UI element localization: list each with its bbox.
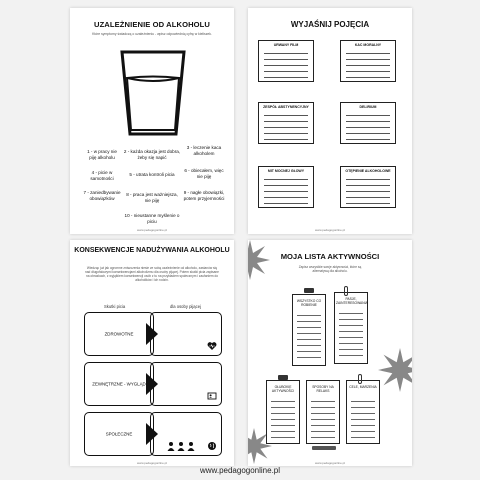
writing-line xyxy=(339,319,363,320)
writing-line xyxy=(271,407,295,408)
activity-note xyxy=(266,380,300,444)
note-label: SPOSOBY NA RELAKS xyxy=(312,385,334,393)
note-label: GŁUBOKIE AKTYWNOŚCI xyxy=(271,385,295,393)
writing-line xyxy=(351,401,375,402)
concept-box xyxy=(340,166,396,208)
paperclip-icon xyxy=(344,286,348,296)
writing-line xyxy=(297,351,321,352)
list-item: 8 - praca jest ważniejsza, nie piję xyxy=(126,192,178,203)
worksheet-activity-list xyxy=(248,240,412,466)
list-item: 10 - nieustanne myślenie o piciu xyxy=(124,213,180,224)
glass-illustration xyxy=(116,48,190,138)
concept-label: MIT MOCNEJ GŁOWY xyxy=(267,169,305,173)
list-item: 9 - nagłe obowiązki, potem przyjemności xyxy=(183,190,225,201)
writing-line xyxy=(297,315,321,316)
clip-icon xyxy=(304,288,314,293)
concept-label: OTĘPIENIE ALKOHOLOWE xyxy=(345,169,391,173)
concept-label: KAC MORALNY xyxy=(354,43,382,47)
writing-line xyxy=(339,337,363,338)
sheet1-subtitle: Które symptomy świadczą o uzależnieniu - wpisz odpowiednią cyfrę w kieliszek. xyxy=(92,32,212,36)
consequence-cell-right xyxy=(150,312,222,356)
writing-line xyxy=(271,413,295,414)
writing-line xyxy=(271,419,295,420)
arrow-right-icon xyxy=(146,373,158,395)
list-item: 5 - utrata kontroli picia xyxy=(129,172,175,177)
site-url: www.pedagogonline.pl xyxy=(199,466,281,475)
sheet-footer: www.pedagogonline.pl xyxy=(314,228,346,232)
concept-box xyxy=(258,102,314,144)
writing-line xyxy=(351,407,375,408)
writing-line xyxy=(311,437,335,438)
column-header-right: dla osoby pijącej xyxy=(170,304,201,309)
note-label: WSZYSTKO CO ROBIENIE xyxy=(296,299,322,307)
worksheet-explain-terms xyxy=(248,8,412,234)
writing-line xyxy=(339,325,363,326)
writing-line xyxy=(351,425,375,426)
row-label: ZEWNĘTRZNE - WYGLĄD xyxy=(92,381,146,387)
writing-line xyxy=(339,343,363,344)
sheet4-subtitle: Zapisz wszystkie swoje aktywności, które są alternatywą dla alkoholu. xyxy=(298,265,362,274)
list-item: 7 - zaniedbywanie obowiązków xyxy=(83,190,121,201)
writing-line xyxy=(351,437,375,438)
writing-line xyxy=(297,357,321,358)
note-label: CELE, MARZENIA xyxy=(349,385,377,389)
writing-line xyxy=(311,419,335,420)
writing-line xyxy=(271,425,295,426)
writing-line xyxy=(311,431,335,432)
arrow-right-icon xyxy=(146,423,158,445)
column-header-left: Skutki picia xyxy=(104,304,126,309)
starburst-decoration-icon xyxy=(378,348,412,392)
consequence-cell-right xyxy=(150,362,222,406)
writing-line xyxy=(351,413,375,414)
consequence-cell-left xyxy=(84,312,154,356)
activity-note xyxy=(346,380,380,444)
writing-line xyxy=(351,419,375,420)
sheet2-title: WYJAŚNIJ POJĘCIA xyxy=(290,20,370,29)
writing-line xyxy=(311,407,335,408)
worksheet-consequences xyxy=(70,240,234,466)
writing-line xyxy=(297,327,321,328)
arrow-right-icon xyxy=(146,323,158,345)
writing-line xyxy=(351,431,375,432)
writing-line xyxy=(311,413,335,414)
row-label: SPOŁECZNE xyxy=(105,431,133,437)
consequence-cell-left xyxy=(84,362,154,406)
concept-box xyxy=(340,102,396,144)
writing-line xyxy=(297,339,321,340)
sheet-footer: www.pedagogonline.pl xyxy=(136,461,168,465)
globe-icon xyxy=(207,441,217,451)
sheet-footer: www.pedagogonline.pl xyxy=(314,461,346,465)
worksheet-alcohol-addiction xyxy=(70,8,234,234)
id-card-icon xyxy=(207,391,217,401)
people-group-icon xyxy=(167,441,195,451)
writing-line xyxy=(271,401,295,402)
list-item: 6 - obiecałem, więc nie piję xyxy=(184,168,224,179)
writing-line xyxy=(339,331,363,332)
writing-line xyxy=(311,425,335,426)
activity-note xyxy=(292,294,326,366)
sheet3-subtitle: Wiedząc już jak ogromne zniszczenia niesie ze sobą uzależnienie od alkoholu, zastanów się nad długofalowymi konsekwencjami alkoholizmu dla osoby pijącej. Potem skutki picia zapisane na obrazkach, z wyjątkiem konsekwencji osób z tu na przykładem społecznym i zaufaniem do alkoholików i ich rodzin. xyxy=(85,266,219,283)
consequence-cell-left xyxy=(84,412,154,456)
concept-label: DELIRIUM xyxy=(359,105,377,109)
paperclip-icon xyxy=(358,374,362,384)
concept-box xyxy=(258,166,314,208)
writing-line xyxy=(339,349,363,350)
clip-icon xyxy=(278,375,288,380)
concept-label: ZESPÓŁ ABSTYNENCYJNY xyxy=(263,105,309,109)
writing-line xyxy=(271,431,295,432)
writing-line xyxy=(339,355,363,356)
writing-line xyxy=(311,401,335,402)
sheet1-title: UZALEŻNIENIE OD ALKOHOLU xyxy=(93,20,211,29)
list-item: 4 - picie w samotności xyxy=(90,170,114,181)
writing-line xyxy=(297,333,321,334)
concept-label: URWANY FILM xyxy=(273,43,299,47)
concept-box xyxy=(258,40,314,82)
sheet3-title: KONSEKWENCJE NADUŻYWANIA ALKOHOLU xyxy=(74,247,230,254)
writing-line xyxy=(339,313,363,314)
activity-note xyxy=(306,380,340,444)
sheet-footer: www.pedagogonline.pl xyxy=(136,228,168,232)
list-item: 3 - leczenie kaca alkoholem xyxy=(186,145,222,156)
writing-line xyxy=(297,345,321,346)
heart-pulse-icon xyxy=(207,341,217,351)
writing-line xyxy=(271,437,295,438)
list-item: 2 - każda okazja jest dobra, żeby się napić xyxy=(123,149,181,160)
consequence-cell-right xyxy=(150,412,222,456)
concept-box xyxy=(340,40,396,82)
list-item: 1 - w pracy nie piję alkoholu xyxy=(87,149,117,160)
clip-icon xyxy=(312,446,336,450)
sheet4-title: MOJA LISTA AKTYWNOŚCI xyxy=(280,252,380,261)
activity-note xyxy=(334,292,368,364)
note-label: PASJE, ZAINTERESOWANIA xyxy=(336,297,368,305)
writing-line xyxy=(297,321,321,322)
row-label: ZDROWOTNE xyxy=(104,331,134,337)
